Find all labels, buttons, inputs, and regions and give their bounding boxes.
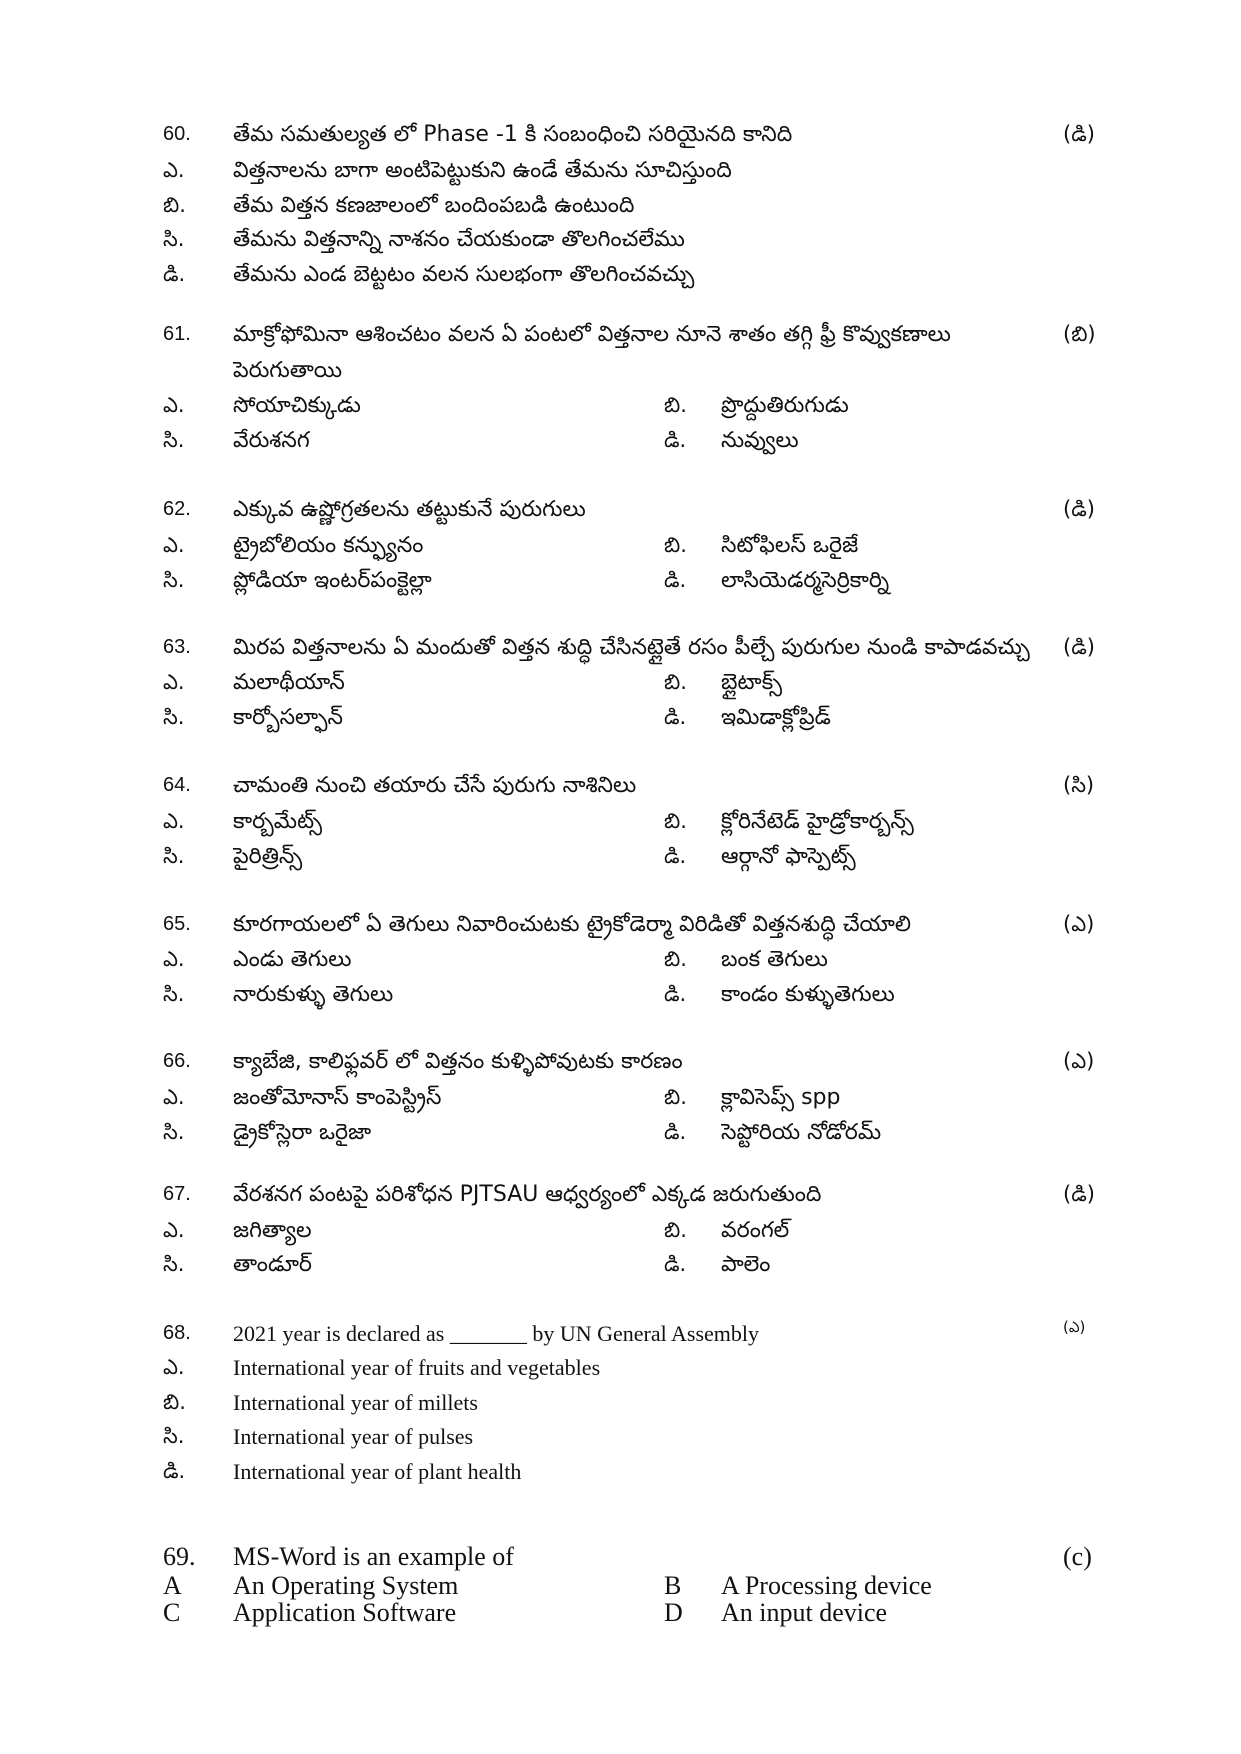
option-label: సి. xyxy=(163,705,185,729)
option-text: పాలెం xyxy=(721,1252,771,1277)
option-label: డి. xyxy=(664,705,687,729)
question-number: 64. xyxy=(163,774,191,796)
option-label: ఎ. xyxy=(163,158,185,182)
answer-key: (సి) xyxy=(1063,773,1095,797)
option-label: డి. xyxy=(163,262,186,286)
option-label: B xyxy=(664,1571,682,1600)
question-text: కూరగాయలలో ఏ తెగులు నివారించుటకు ట్రైకోడెర్మా విరిడితో విత్తనశుద్ధి చేయాలి xyxy=(233,912,912,937)
option-text: తాండూర్ xyxy=(233,1252,312,1277)
option-text: తేమను ఎండ బెట్టటం వలన సులభంగా తొలగించవచ్చు xyxy=(233,262,695,287)
question-text: మాక్రోఫోమినా ఆశించటం వలన ఏ పంటలో విత్తనాల నూనె శాతం తగ్గి ఫ్రీ కొవ్వుకణాలు xyxy=(233,322,951,347)
option-label: బి. xyxy=(163,193,186,217)
option-label: సి. xyxy=(163,1252,185,1276)
option-text: కార్బమేట్స్ xyxy=(233,809,323,834)
option-label: బి. xyxy=(664,947,687,971)
question-number: 66. xyxy=(163,1050,191,1072)
option-text: An input device xyxy=(721,1598,888,1627)
option-text: International year of fruits and vegetables xyxy=(233,1355,601,1380)
question-number: 65. xyxy=(163,913,191,935)
option-label: ఎ. xyxy=(163,1085,185,1109)
option-label: డి. xyxy=(163,1459,186,1483)
question-number: 68. xyxy=(163,1322,191,1344)
option-label: ఎ. xyxy=(163,1218,185,1242)
option-text: ఇమిడాక్లోప్రిడ్ xyxy=(721,705,831,730)
option-label: సి. xyxy=(163,844,185,868)
option-text: కాండం కుళ్ళుతెగులు xyxy=(721,982,895,1007)
question-number: 62. xyxy=(163,498,191,520)
option-label: ఎ. xyxy=(163,533,185,557)
option-label: C xyxy=(163,1598,181,1627)
question-number: 67. xyxy=(163,1183,191,1205)
option-label: సి. xyxy=(163,227,185,251)
option-label: డి. xyxy=(664,1252,687,1276)
option-text: International year of pulses xyxy=(233,1424,474,1449)
question-text: తేమ సమతుల్యత లో Phase -1 కి సంబంధించి సరియైనది కానిది xyxy=(233,122,793,147)
answer-key: (ఎ) xyxy=(1063,912,1095,936)
option-label: డి. xyxy=(664,568,687,592)
option-text: జగిత్యాల xyxy=(233,1218,312,1243)
option-label: డి. xyxy=(664,982,687,1006)
option-text: International year of plant health xyxy=(233,1459,522,1484)
answer-key: (డి) xyxy=(1063,635,1095,659)
option-text: జంతోమోనాస్ కాంపెస్ట్రిస్ xyxy=(233,1085,442,1110)
answer-key: (డి) xyxy=(1063,1182,1095,1206)
option-label: బి. xyxy=(664,533,687,557)
option-label: ఎ. xyxy=(163,1355,185,1379)
option-label: డి. xyxy=(664,844,687,868)
question-text: క్యాబేజి, కాలిఫ్లవర్ లో విత్తనం కుళ్ళిపోవుటకు కారణం xyxy=(233,1049,683,1074)
question-text: వేరశనగ పంటపై పరిశోధన PJTSAU ఆధ్వర్యంలో ఎక్కడ జరుగుతుంది xyxy=(233,1182,822,1207)
option-label: ఎ. xyxy=(163,393,185,417)
option-label: సి. xyxy=(163,1424,185,1448)
question-text: MS-Word is an example of xyxy=(233,1542,514,1571)
answer-key: (డి) xyxy=(1063,497,1095,521)
option-text: ప్రొద్దుతిరుగుడు xyxy=(721,393,849,418)
option-text: నారుకుళ్ళు తెగులు xyxy=(233,982,394,1007)
option-text: ప్లోడియా ఇంటర్‌పంక్టెల్లా xyxy=(233,568,432,593)
option-label: సి. xyxy=(163,568,185,592)
question-text: చామంతి నుంచి తయారు చేసే పురుగు నాశినిలు xyxy=(233,773,637,798)
option-label: సి. xyxy=(163,428,185,452)
option-label: సి. xyxy=(163,1120,185,1144)
question-number: 61. xyxy=(163,323,191,345)
option-label: ఎ. xyxy=(163,809,185,833)
option-label: సి. xyxy=(163,982,185,1006)
question-text: 2021 year is declared as _______ by UN General Assembly xyxy=(233,1321,760,1346)
option-text: ఎండు తెగులు xyxy=(233,947,352,972)
option-text: ఆర్గానో ఫాస్పెట్స్ xyxy=(721,844,856,869)
option-label: ఎ. xyxy=(163,947,185,971)
option-label: A xyxy=(163,1571,182,1600)
option-text: పైరిత్రిన్స్ xyxy=(233,844,303,869)
option-text: Application Software xyxy=(233,1598,457,1627)
option-text: కార్బోసల్ఫాన్ xyxy=(233,705,343,730)
answer-key: (ఎ) xyxy=(1063,1049,1095,1073)
option-text: బ్లైటాక్స్ xyxy=(721,670,783,695)
option-text: సెప్టోరియ నోడోరమ్ xyxy=(721,1120,882,1145)
option-label: బి. xyxy=(664,670,687,694)
option-text: క్లోరినేటెడ్ హైడ్రోకార్బన్స్ xyxy=(721,809,914,834)
question-number: 60. xyxy=(163,123,191,145)
option-label: డి. xyxy=(664,428,687,452)
option-text: వరంగల్ xyxy=(721,1218,790,1243)
option-text: ట్రైబోలియం కన్ఫ్యునం xyxy=(233,533,424,558)
question-number: 69. xyxy=(163,1542,196,1571)
option-label: D xyxy=(664,1598,683,1627)
option-text: మలాథీయాన్ xyxy=(233,670,345,695)
option-text: బంక తెగులు xyxy=(721,947,828,972)
question-text-continued: పెరుగుతాయి xyxy=(233,358,343,383)
answer-key: (బి) xyxy=(1063,322,1096,346)
option-text: క్లావిసెప్స్ spp xyxy=(721,1085,841,1110)
option-text: సిటోఫిలస్ ఒరైజే xyxy=(721,533,859,558)
option-text: A Processing device xyxy=(721,1571,932,1600)
option-text: డ్రైకోస్లెరా ఒరైజా xyxy=(233,1120,372,1145)
option-text: International year of millets xyxy=(233,1390,478,1415)
option-text: వేరుశనగ xyxy=(233,428,310,453)
question-text: మిరప విత్తనాలను ఏ మందుతో విత్తన శుద్ధి చేసినట్లైతే రసం పీల్చే పురుగుల నుండి కాపాడవచ్చు xyxy=(233,635,1030,660)
answer-key: (ఎ) xyxy=(1063,1318,1086,1336)
option-text: లాసియెడర్మసెర్రికార్ని xyxy=(721,568,890,593)
option-label: బి. xyxy=(664,393,687,417)
option-label: డి. xyxy=(664,1120,687,1144)
option-label: బి. xyxy=(163,1390,186,1414)
question-text: ఎక్కువ ఉష్ణోగ్రతలను తట్టుకునే పురుగులు xyxy=(233,497,586,522)
option-text: An Operating System xyxy=(233,1571,459,1600)
option-text: తేమ విత్తన కణజాలంలో బందింపబడి ఉంటుంది xyxy=(233,193,635,218)
option-label: ఎ. xyxy=(163,670,185,694)
answer-key: (డి) xyxy=(1063,122,1095,146)
option-label: బి. xyxy=(664,1218,687,1242)
option-label: బి. xyxy=(664,809,687,833)
option-label: బి. xyxy=(664,1085,687,1109)
option-text: సోయాచిక్కుడు xyxy=(233,393,361,418)
option-text: తేమను విత్తనాన్ని నాశనం చేయకుండా తొలగించలేము xyxy=(233,227,685,252)
answer-key: (c) xyxy=(1063,1542,1092,1571)
question-number: 63. xyxy=(163,636,191,658)
option-text: విత్తనాలను బాగా అంటిపెట్టుకుని ఉండే తేమను సూచిస్తుంది xyxy=(233,158,732,183)
option-text: నువ్వులు xyxy=(721,428,799,453)
